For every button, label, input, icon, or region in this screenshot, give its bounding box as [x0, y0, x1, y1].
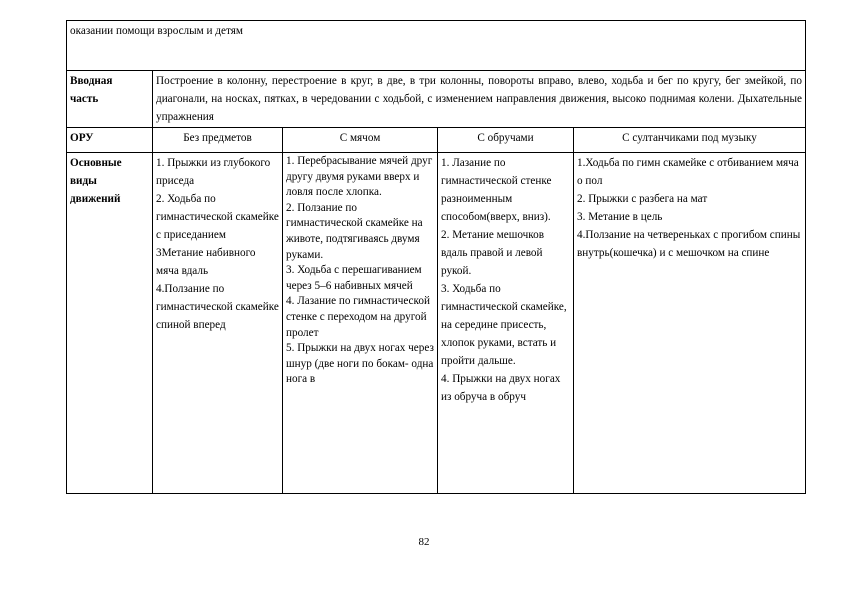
oru-col-4-text: С султанчиками под музыку [622, 132, 757, 144]
oru-col-2-text: С мячом [339, 132, 381, 144]
list-item: 4.Ползание по гимнастической скамейке спиной вперед [156, 283, 279, 331]
list-item: 1.Ходьба по гимн скамейке с отбиванием мяча о пол [577, 157, 799, 187]
list-item: 2. Метание мешочков вдаль правой и левой рукой. [441, 229, 545, 277]
list-item: 4.Ползание на четвереньках с прогибом спины внутрь(кошечка) и с мешочком на спине [577, 229, 801, 259]
main-row [67, 153, 806, 494]
intro-text-cell [153, 71, 806, 128]
main-label-line1: Основные [70, 157, 122, 169]
oru-col-4 [574, 128, 806, 153]
list-item: 1. Прыжки из глубокого приседа [156, 157, 271, 187]
list-item: 1. Лазание по гимнастической стенке разноименным способом(вверх, вниз). [441, 157, 552, 223]
list-item: 2. Прыжки с разбега на мат [577, 193, 708, 205]
program-table [66, 20, 806, 494]
list-item: 3. Метание в цель [577, 211, 663, 223]
main-col-3 [438, 153, 574, 494]
intro-label-cell [67, 71, 153, 128]
main-col-2 [283, 153, 438, 494]
list-item: 3Метание набивного мяча вдаль [156, 247, 256, 277]
main-label-cell [67, 153, 153, 494]
intro-label-line1: Вводная [70, 75, 113, 87]
oru-label-cell [67, 128, 153, 153]
intro-row [67, 71, 806, 128]
main-label-line2: виды [70, 175, 97, 187]
intro-label-line2: часть [70, 93, 99, 105]
list-item: 2. Ходьба по гимнастической скамейке с приседанием [156, 193, 279, 241]
oru-col-1 [153, 128, 283, 153]
list-item: 3. Ходьба по гимнастической скамейке, на середине присесть, хлопок руками, встать и пройти дальше. [441, 283, 567, 367]
list-item: 2. Ползание по гимнастической скамейке на животе, подтягиваясь двумя руками. [286, 201, 423, 261]
oru-row [67, 128, 806, 153]
oru-col-3-text: С обручами [477, 132, 534, 144]
top-row-cell [67, 21, 806, 71]
list-item: 5. Прыжки на двух ногах через шнур (две ноги по бокам- одна нога в [286, 342, 434, 386]
list-item: 3. Ходьба с перешагиванием через 5–6 набивных мячей [286, 264, 422, 292]
page-number: 82 [418, 536, 430, 548]
top-row-text: оказании помощи взрослым и детям [70, 25, 243, 37]
intro-text: Построение в колонну, перестроение в круг, в две, в три колонны, повороты вправо, влево, ходьба и бег по кругу, бег змейкой, по диагонали, на носках, пятках, в чередовании с ходьбой, с изменением направления движения, высоко поднимая колени. Дыхательные упражнения [156, 75, 803, 123]
oru-col-3 [438, 128, 574, 153]
main-label-line3: движений [70, 193, 121, 205]
top-row [67, 21, 806, 71]
oru-label: ОРУ [70, 132, 94, 144]
list-item: 1. Перебрасывание мячей друг другу двумя руками вверх и ловля после хлопка. [286, 155, 433, 199]
list-item: 4. Прыжки на двух ногах из обруча в обруч [441, 373, 561, 403]
oru-col-2 [283, 128, 438, 153]
main-col-4 [574, 153, 806, 494]
oru-col-1-text: Без предметов [183, 132, 252, 144]
list-item: 4. Лазание по гимнастической стенке с переходом на другой пролет [286, 295, 430, 339]
main-col-1 [153, 153, 283, 494]
